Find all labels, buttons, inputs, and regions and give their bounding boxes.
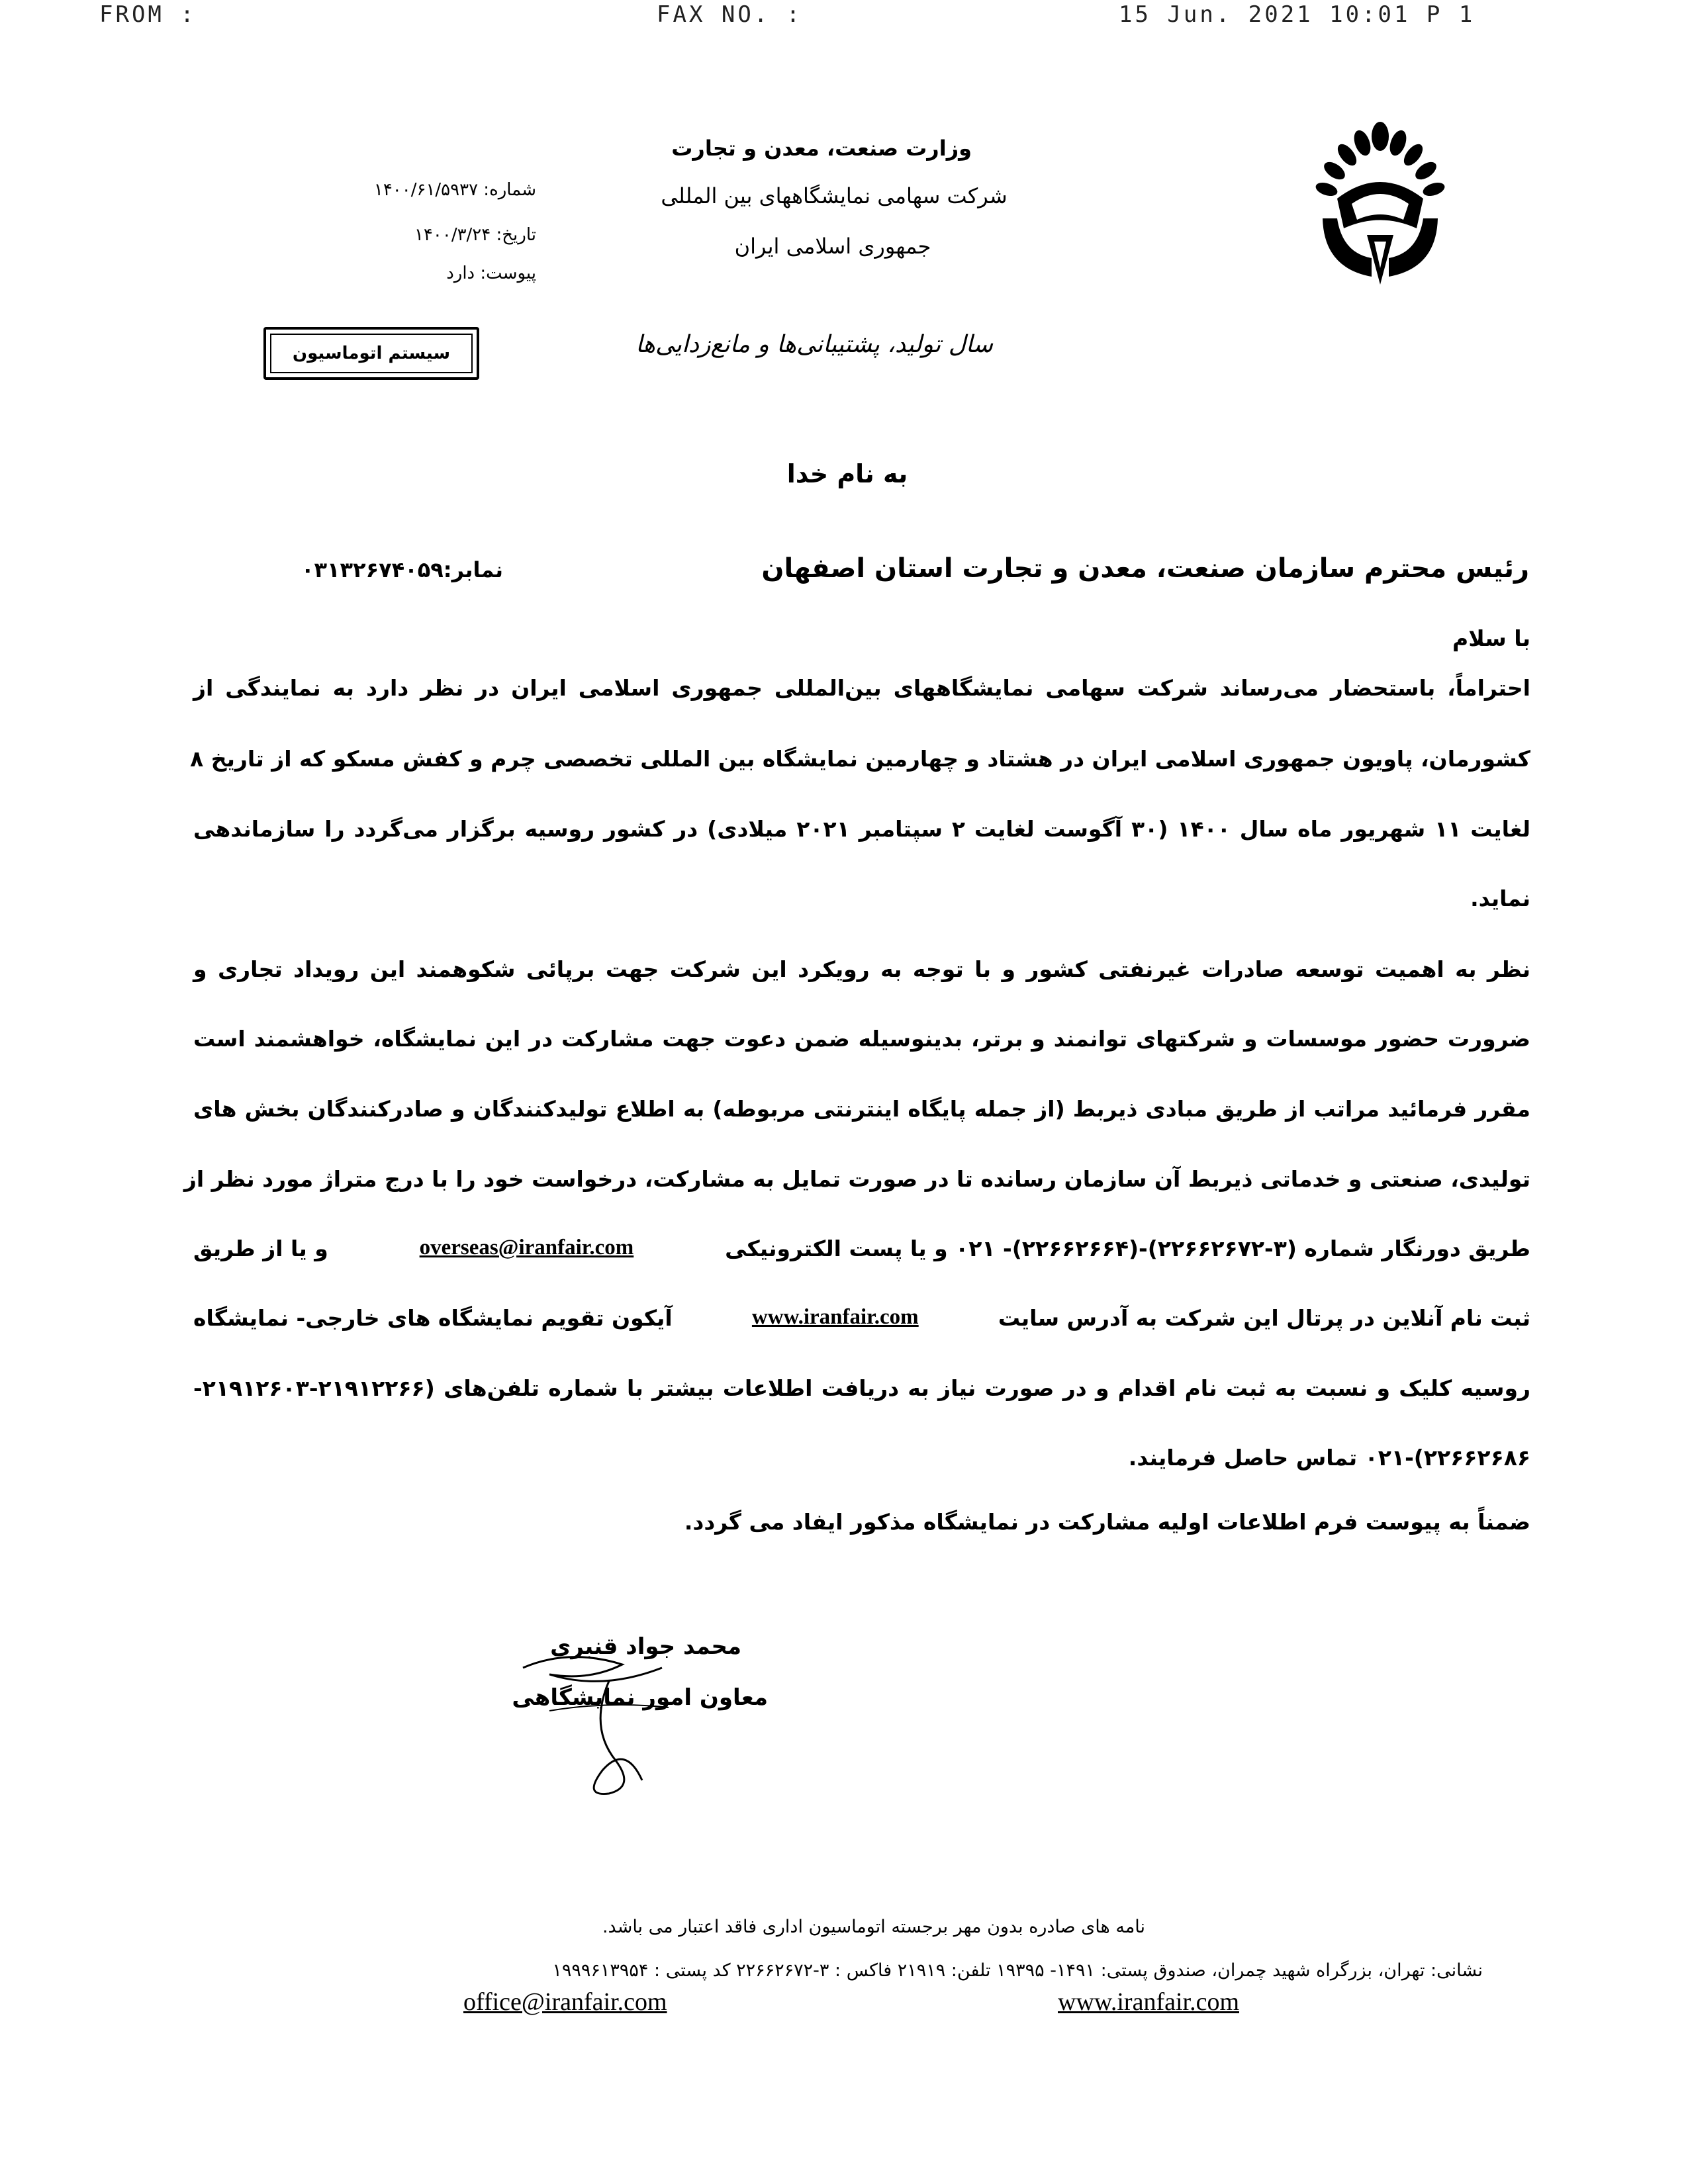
- company-logo: [1311, 119, 1450, 298]
- fax-datetime: 15 Jun. 2021 10:01 P 1: [1119, 1, 1476, 28]
- body-line: ۲۲۶۶۲۶۸۶)-۰۲۱ تماس حاصل فرمایند.: [1128, 1445, 1530, 1471]
- body-line: ضمناً به پیوست فرم اطلاعات اولیه مشارکت در نمایشگاه مذکور ایفاد می گردد.: [684, 1509, 1530, 1535]
- signer-name: محمد جواد قنبری: [550, 1633, 741, 1660]
- body-line: نماید.: [1470, 886, 1530, 911]
- body-text: آیکون تقویم نمایشگاه های خارجی- نمایشگاه: [193, 1305, 673, 1331]
- office-address: نشانی: تهران، بزرگراه شهید چمران، صندوق پستی: ۱۴۹۱- ۱۹۳۹۵ تلفن: ۲۱۹۱۹ فاکس : ۳-۲۲۶۶۲۶۷۲ کد پستی : ۱۹۹۹۶۱۳۹۵۴: [552, 1960, 1483, 1981]
- body-text: طریق دورنگار شماره (۳-۲۲۶۶۲۶۷۲)-(۲۲۶۶۲۶۶۴)- ۰۲۱ و یا پست الکترونیکی: [725, 1236, 1530, 1261]
- year-slogan: سال تولید، پشتیبانی‌ها و مانع‌زدایی‌ها: [635, 331, 993, 358]
- body-line: احتراماً، باستحضار می‌رساند شرکت سهامی نمایشگاههای بین‌المللی جمهوری اسلامی ایران در نظر دارد به نمایندگی از: [193, 675, 1530, 701]
- body-text: ثبت نام آنلاین در پرتال این شرکت به آدرس سایت: [998, 1305, 1530, 1331]
- body-line-website: [193, 1305, 1530, 1331]
- handwritten-signature: [510, 1628, 708, 1800]
- overseas-email-link[interactable]: overseas@iranfair.com: [419, 1236, 634, 1259]
- footer-website-link[interactable]: www.iranfair.com: [1058, 1988, 1239, 2016]
- body-line: کشورمان، پاویون جمهوری اسلامی ایران در هشتاد و چهارمین نمایشگاه بین المللی تخصصی چرم و کفش مسکو که از تاریخ ۸: [190, 746, 1530, 772]
- recipient-fax: نمابر:۰۳۱۳۲۶۷۴۰۵۹: [301, 557, 503, 582]
- letter-date: تاریخ: ۱۴۰۰/۳/۲۴: [414, 225, 536, 245]
- office-email-link[interactable]: office@iranfair.com: [463, 1988, 667, 2016]
- body-line: روسیه کلیک و نسبت به ثبت نام اقدام و در صورت نیاز به دریافت اطلاعات بیشتر با شماره تلفن‌های (۲۱۹۱۲۲۶۶-۲۱۹۱۲۶۰۳-: [193, 1375, 1530, 1401]
- iranfair-website-link[interactable]: www.iranfair.com: [751, 1305, 919, 1329]
- validity-notice: نامه های صادره بدون مهر برجسته اتوماسیون اداری فاقد اعتبار می باشد.: [602, 1917, 1146, 1937]
- signer-position: معاون امور نمایشگاهی: [512, 1684, 768, 1711]
- body-text: و یا از طریق: [193, 1236, 328, 1261]
- recipient-title: رئیس محترم سازمان صنعت، معدن و تجارت استان اصفهان: [761, 553, 1529, 584]
- letter-number: شماره: ۱۴۰۰/۶۱/۵۹۳۷: [373, 180, 536, 200]
- logo-emblem-icon: [1311, 119, 1450, 298]
- country-name: جمهوری اسلامی ایران: [734, 234, 931, 259]
- body-line: لغایت ۱۱ شهریور ماه سال ۱۴۰۰ (۳۰ آگوست لغایت ۲ سپتامبر ۲۰۲۱ میلادی) در کشور روسیه برگزار می‌گردد را سازماندهی: [193, 816, 1531, 842]
- company-name: شرکت سهامی نمایشگاههای بین المللی: [661, 183, 1008, 208]
- bismillah: به نام خدا: [786, 459, 908, 488]
- greeting: با سلام: [1452, 625, 1530, 651]
- signature-scribble-icon: [510, 1628, 708, 1800]
- body-line: ضرورت حضور موسسات و شرکتهای توانمند و برتر، بدینوسیله ضمن دعوت جهت مشارکت در این نمایشگاه، خواهشمند است: [193, 1026, 1530, 1052]
- body-line: مقرر فرمائید مراتب از طریق مبادی ذیربط (از جمله پایگاه اینترنتی مربوطه) به اطلاع تولیدکنندگان و صادرکنندگان بخش های: [193, 1096, 1530, 1122]
- automation-stamp-label: سیستم اتوماسیون: [270, 334, 473, 373]
- fax-number: FAX NO. :: [657, 1, 803, 28]
- ministry-name: وزارت صنعت، معدن و تجارت: [671, 136, 972, 161]
- body-line: تولیدی، صنعتی و خدماتی ذیربط آن سازمان رسانده تا در صورت تمایل به مشارکت، درخواست خود را با درج متراژ مورد نظر از: [183, 1166, 1530, 1192]
- body-line-email: [193, 1236, 1530, 1261]
- letter-attachment: پیوست: دارد: [446, 263, 536, 283]
- fax-from: FROM :: [99, 1, 197, 28]
- automation-stamp: [263, 327, 479, 380]
- body-line: نظر به اهمیت توسعه صادرات غیرنفتی کشور و با توجه به رویکرد این شرکت جهت برپائی شکوهمند این رویداد تجاری و: [193, 956, 1530, 982]
